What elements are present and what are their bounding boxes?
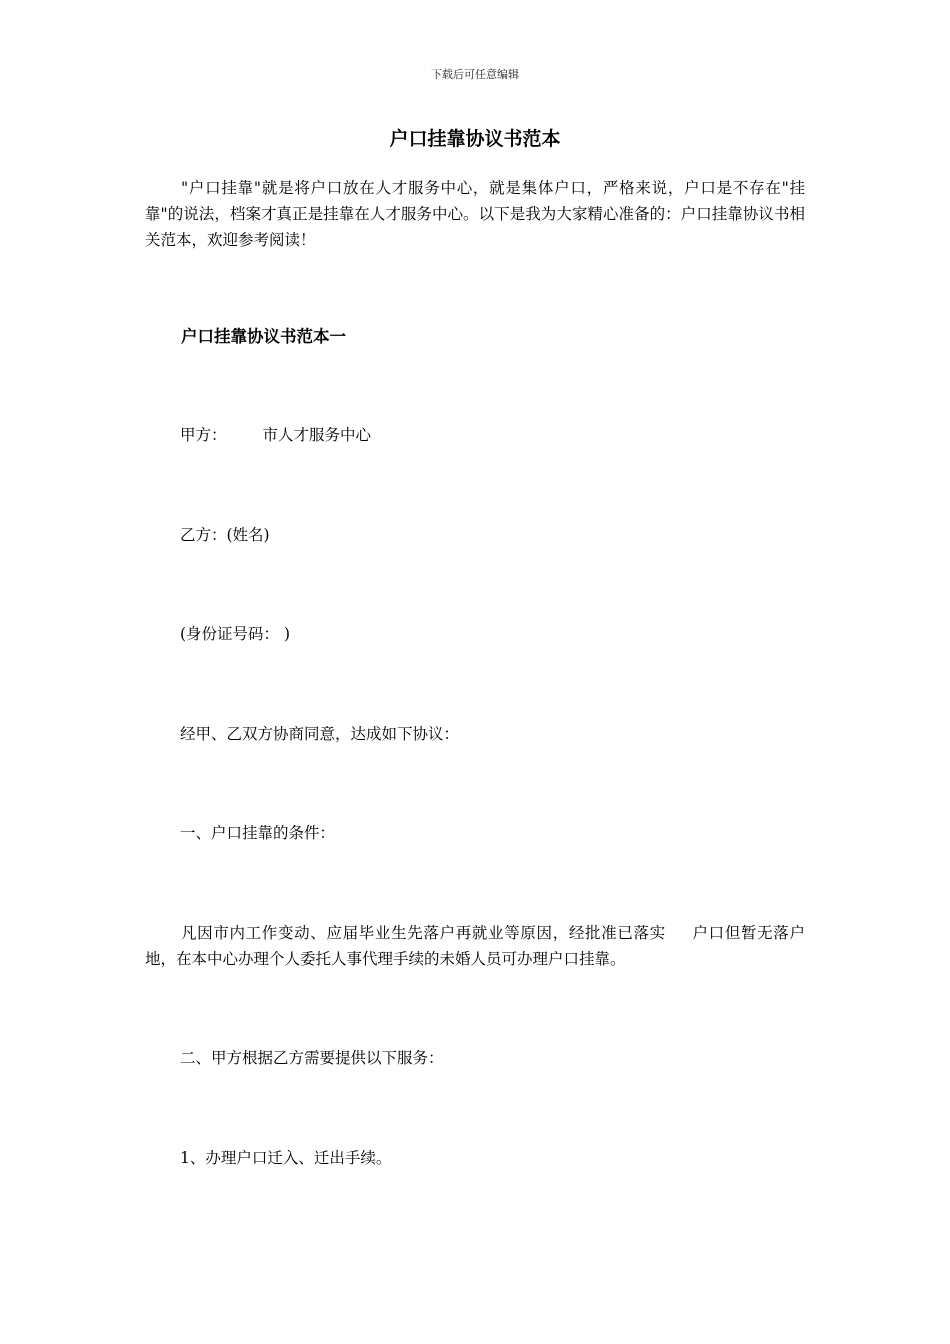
- document-title: 户口挂靠协议书范本: [389, 128, 561, 150]
- party-a-line: [180, 422, 371, 448]
- list-item-1: 1、办理户口迁入、迁出手续。: [180, 1149, 392, 1167]
- header-note: 下载后可任意编辑: [431, 68, 519, 81]
- clause-2-heading: 二、甲方根据乙方需要提供以下服务：: [180, 1049, 444, 1067]
- clause-1-text: [145, 920, 805, 972]
- party-a-label: 甲方：: [180, 426, 227, 444]
- intro-paragraph: "户口挂靠"就是将户口放在人才服务中心，就是集体户口，严格来说，户口是不存在"挂靠"的说法，档案才真正是挂靠在人才服务中心。以下是我为大家精心准备的：户口挂靠协议书相关范本，欢迎参考阅读！: [145, 179, 805, 249]
- clause-1-text-part-b: 户口但暂无落户地，在本中心办理个人委托人事代理手续的未婚人员可办理户口挂靠。: [145, 924, 805, 968]
- party-a-value: 市人才服务中心: [262, 426, 372, 444]
- section-heading: 户口挂靠协议书范本一: [181, 327, 346, 346]
- agreement-intro: 经甲、乙双方协商同意，达成如下协议：: [180, 725, 460, 743]
- id-number-line: (身份证号码： ): [180, 625, 291, 643]
- clause-1-heading: 一、户口挂靠的条件：: [180, 824, 336, 842]
- party-b-line: 乙方：(姓名): [180, 526, 270, 544]
- clause-1-text-part-a: 凡因市内工作变动、应届毕业生先落户再就业等原因，经批准已落实: [181, 924, 666, 942]
